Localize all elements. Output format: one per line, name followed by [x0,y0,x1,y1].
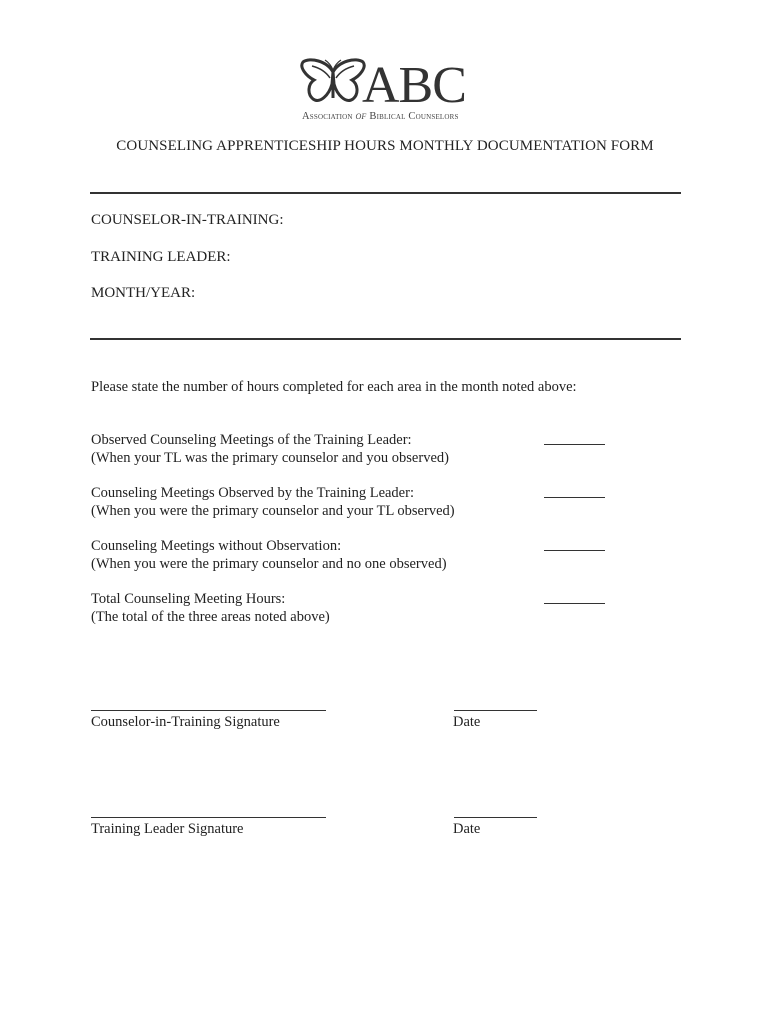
logo-tagline-biblical-counselors: Biblical Counselors [369,111,459,122]
area-observed-by-tl-title: Counseling Meetings Observed by the Training Leader: [91,485,414,501]
form-title: COUNSELING APPRENTICESHIP HOURS MONTHLY DOCUMENTATION FORM [116,138,654,154]
counselor-date-line[interactable] [454,710,537,711]
leader-date-label: Date [453,821,481,837]
middle-rule [90,338,681,340]
butterfly-icon [300,58,366,108]
counselor-signature-label: Counselor-in-Training Signature [91,714,280,730]
leader-date-line[interactable] [454,817,537,818]
area-no-observation-note: (When you were the primary counselor and no one observed) [91,556,447,572]
month-year-field[interactable]: MONTH/YEAR: [91,285,196,301]
counselor-in-training-field[interactable]: COUNSELOR-IN-TRAINING: [91,212,284,228]
leader-signature-label: Training Leader Signature [91,821,244,837]
area-observed-tl-note: (When your TL was the primary counselor and you observed) [91,450,449,466]
counselor-date-label: Date [453,714,481,730]
training-leader-field[interactable]: TRAINING LEADER: [91,249,231,265]
area-observed-by-tl-hours-blank[interactable] [544,497,605,498]
counselor-signature-line[interactable] [91,710,326,711]
area-total-note: (The total of the three areas noted above) [91,609,330,625]
area-observed-tl-title: Observed Counseling Meetings of the Training Leader: [91,432,412,448]
top-rule [90,192,681,194]
instructions-text: Please state the number of hours completed for each area in the month noted above: [91,379,577,395]
area-no-observation-hours-blank[interactable] [544,550,605,551]
leader-signature-line[interactable] [91,817,326,818]
area-no-observation-title: Counseling Meetings without Observation: [91,538,342,554]
area-total-hours-blank[interactable] [544,603,605,604]
abc-logo [300,58,480,128]
area-observed-tl-hours-blank[interactable] [544,444,605,445]
logo-tagline [302,110,478,122]
area-total-title: Total Counseling Meeting Hours: [91,591,286,607]
logo-tagline-association: Association [302,111,353,122]
area-observed-by-tl-note: (When you were the primary counselor and your TL observed) [91,503,455,519]
logo-tagline-of: of [355,110,367,122]
logo-letters: ABC [362,57,466,114]
